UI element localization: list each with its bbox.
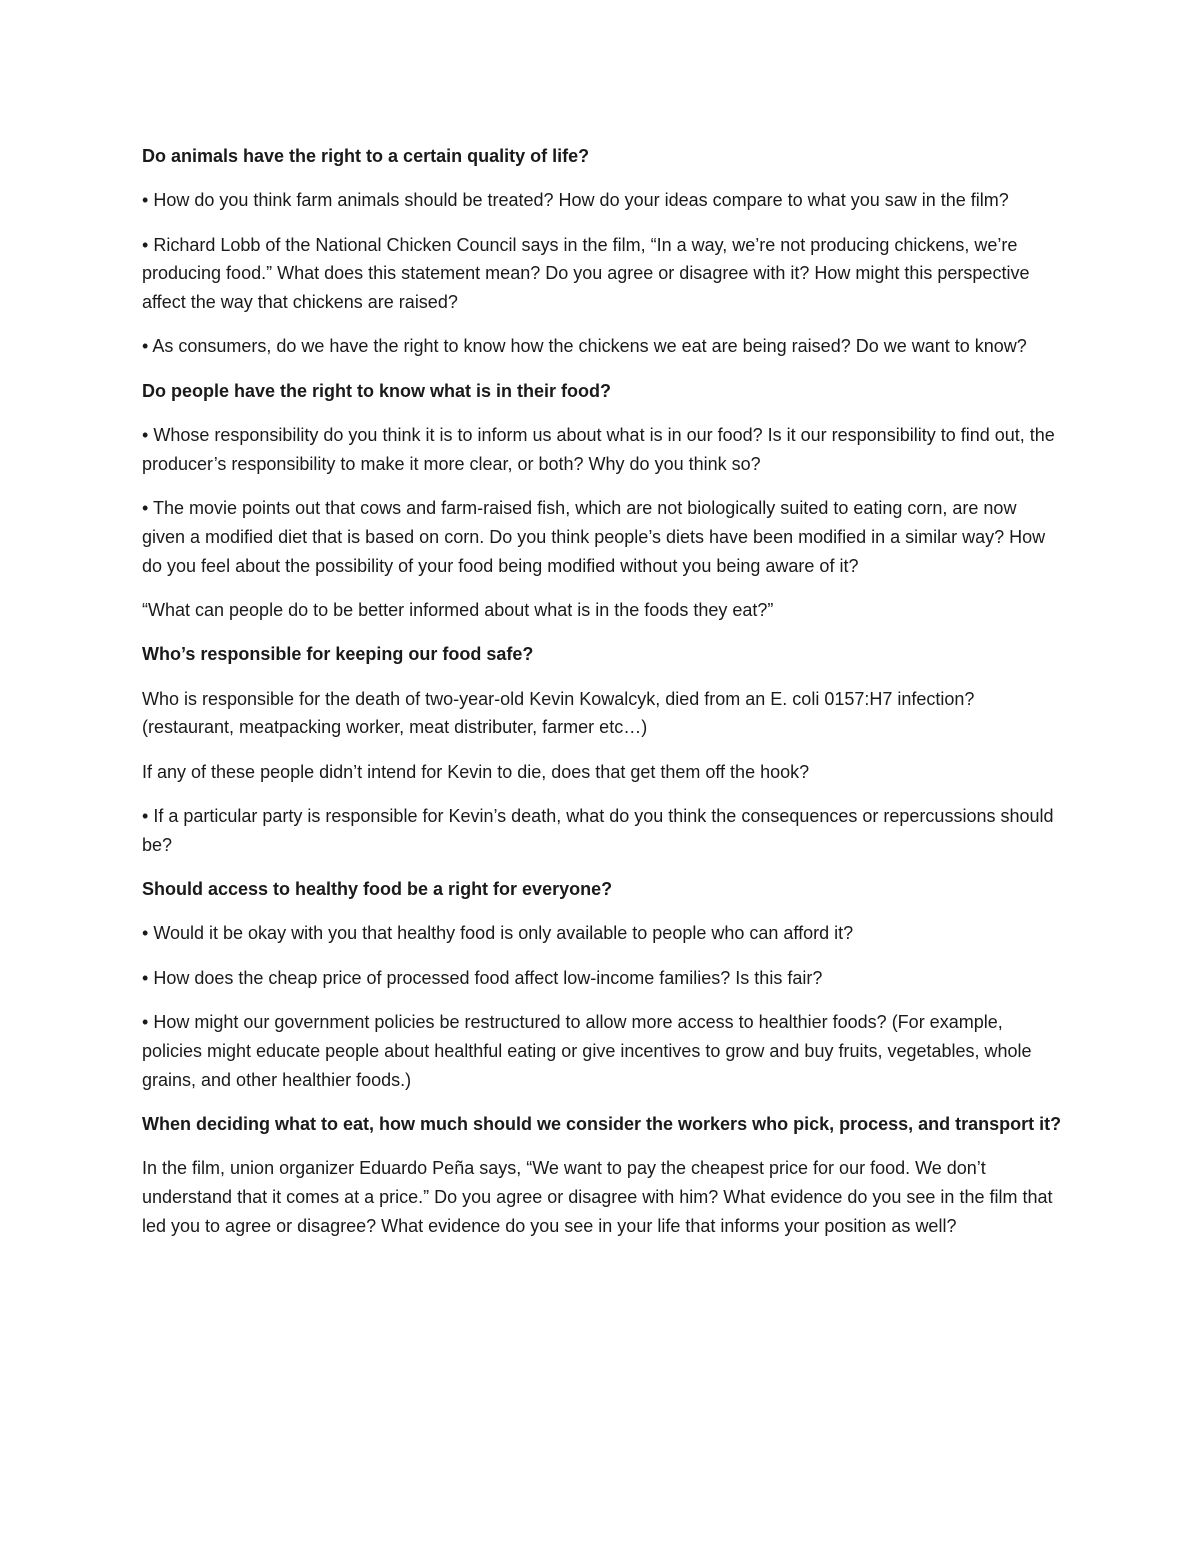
bullet-mark: •: [142, 336, 149, 357]
bullet-mark: •: [142, 967, 149, 988]
bullet-mark: •: [142, 234, 149, 255]
bullet-mark: •: [142, 1012, 149, 1033]
paragraph: “What can people do to be better informed about what is in the foods they eat?”: [142, 600, 774, 621]
paragraph: If any of these people didn’t intend for Kevin to die, does that get them off the hook?: [142, 761, 810, 782]
bullet-item: • The movie points out that cows and farm-raised fish, which are not biologically suited to eating corn, are now given a modified diet that is based on corn. Do you think people’s diets have been modified in a similar way? How do you feel about the possibility of your food being modified without you being aware of it?: [142, 498, 1046, 576]
section-heading: When deciding what to eat, how much should we consider the workers who pick, process, and transport it?: [142, 1113, 1062, 1134]
bullet-item: • How might our government policies be restructured to allow more access to healthier foods? (For example, policies might educate people about healthful eating or give incentives to grow and buy fruits, vegetables, whole grains, and other healthier foods.): [142, 1012, 1032, 1090]
section-heading: Should access to healthy food be a right for everyone?: [142, 879, 613, 900]
bullet-item: • Whose responsibility do you think it is to inform us about what is in our food? Is it our responsibility to find out, the producer’s responsibility to make it more clear, or both? Why do you think so?: [142, 425, 1055, 474]
bullet-item: • If a particular party is responsible for Kevin’s death, what do you think the consequences or repercussions should be?: [142, 806, 1054, 855]
section-heading: Do people have the right to know what is in their food?: [142, 380, 612, 401]
bullet-mark: •: [142, 498, 149, 519]
bullet-mark: •: [142, 923, 149, 944]
section-heading: Who’s responsible for keeping our food safe?: [142, 644, 534, 665]
bullet-item: • Would it be okay with you that healthy food is only available to people who can afford it?: [142, 923, 854, 944]
section-heading: Do animals have the right to a certain quality of life?: [142, 146, 590, 166]
bullet-item: • Richard Lobb of the National Chicken Council says in the film, “In a way, we’re not producing chickens, we’re producing food.” What does this statement mean? Do you agree or disagree with it? How might this perspective affect the way that chickens are raised?: [142, 234, 1030, 313]
bullet-mark: •: [142, 425, 149, 446]
bullet-mark: •: [142, 190, 149, 211]
bullet-mark: •: [142, 806, 149, 827]
bullet-item: • How does the cheap price of processed food affect low-income families? Is this fair?: [142, 967, 823, 988]
bullet-item: • How do you think farm animals should be treated? How do your ideas compare to what you saw in the film?: [142, 190, 1009, 211]
document-page: [142, 142, 1062, 1256]
paragraph: In the film, union organizer Eduardo Peña says, “We want to pay the cheapest price for our food. We don’t understand that it comes at a price.” Do you agree or disagree with him? What evidence do you see in the film that led you to agree or disagree? What evidence do you see in your life that informs your position as well?: [142, 1158, 1053, 1236]
paragraph: Who is responsible for the death of two-year-old Kevin Kowalcyk, died from an E. coli 0157:H7 infection? (restaurant, meatpacking worker, meat distributer, farmer etc…): [142, 688, 975, 738]
bullet-item: • As consumers, do we have the right to know how the chickens we eat are being raised? Do we want to know?: [142, 336, 1027, 357]
